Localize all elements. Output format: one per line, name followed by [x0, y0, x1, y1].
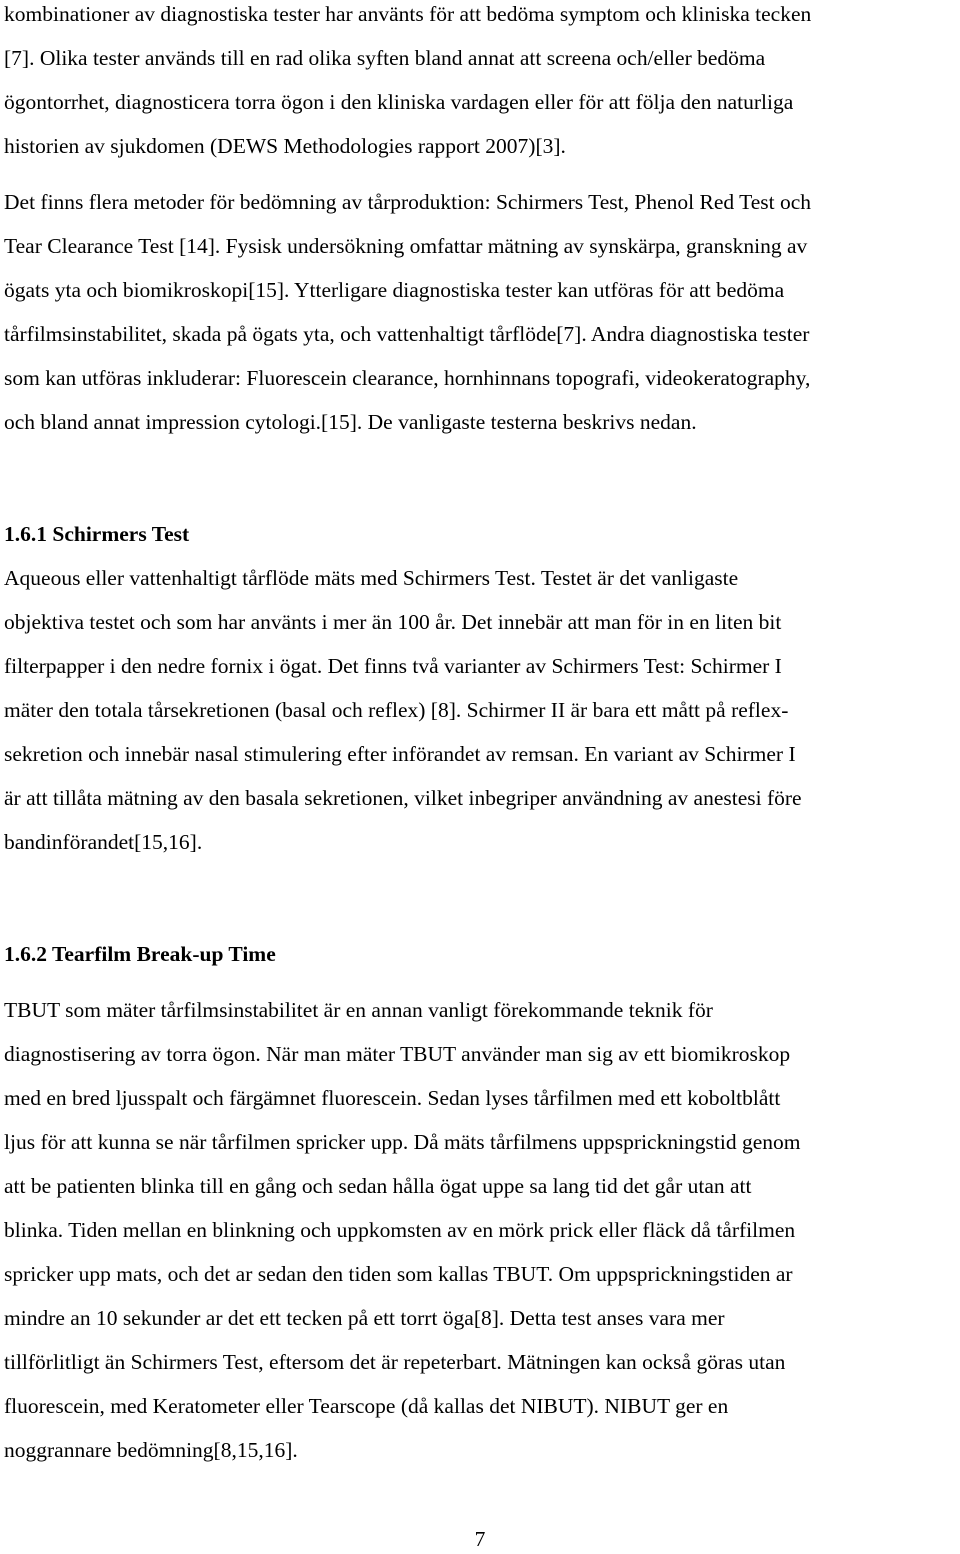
text-line: tillförlitligt än Schirmers Test, eftersom det är repeterbart. Mätningen kan också göras utan — [4, 1350, 786, 1374]
text-line: mindre an 10 sekunder ar det ett tecken på ett torrt öga[8]. Detta test anses vara mer — [4, 1306, 725, 1330]
text-line: mäter den totala tårsekretionen (basal och reflex) [8]. Schirmer II är bara ett mått på reflex- — [4, 698, 789, 722]
page-number: 7 — [474, 1527, 486, 1551]
paragraph-diagnostic-tests-intro — [4, 0, 811, 168]
text-line: Aqueous eller vattenhaltigt tårflöde mäts med Schirmers Test. Testet är det vanligaste — [4, 566, 739, 590]
text-line: blinka. Tiden mellan en blinkning och uppkomsten av en mörk prick eller fläck då tårfilmen — [4, 1218, 796, 1242]
text-line: med en bred ljusspalt och färgämnet fluorescein. Sedan lyses tårfilmen med ett koboltblått — [4, 1086, 781, 1110]
text-line: är att tillåta mätning av den basala sekretionen, vilket inbegriper användning av anestesi före — [4, 786, 802, 810]
section-heading-schirmers-test: 1.6.1 Schirmers Test — [4, 522, 190, 546]
text-line: som kan utföras inkluderar: Fluorescein clearance, hornhinnans topografi, videokeratography, — [4, 366, 811, 390]
text-line: fluorescein, med Keratometer eller Tearscope (då kallas det NIBUT). NIBUT ger en — [4, 1394, 729, 1418]
text-line: Tear Clearance Test [14]. Fysisk undersökning omfattar mätning av synskärpa, granskning av — [4, 234, 808, 258]
text-line: bandinförandet[15,16]. — [4, 830, 203, 854]
text-line: att be patienten blinka till en gång och sedan hålla ögat uppe sa lang tid det går utan att — [4, 1174, 752, 1198]
text-line: sekretion och innebär nasal stimulering efter införandet av remsan. En variant av Schirmer I — [4, 742, 796, 766]
paragraph-tbut — [4, 988, 801, 1472]
text-line: och bland annat impression cytologi.[15]. De vanligaste testerna beskrivs nedan. — [4, 410, 697, 434]
text-line: objektiva testet och som har använts i mer än 100 år. Det innebär att man för in en liten bit — [4, 610, 782, 634]
text-line: Det finns flera metoder för bedömning av tårproduktion: Schirmers Test, Phenol Red Test och — [4, 190, 812, 214]
text-line: historien av sjukdomen (DEWS Methodologies rapport 2007)[3]. — [4, 134, 566, 158]
text-line: spricker upp mats, och det ar sedan den tiden som kallas TBUT. Om uppsprickningstiden ar — [4, 1262, 793, 1286]
text-line: ögats yta och biomikroskopi[15]. Ytterligare diagnostiska tester kan utföras för att bedöma — [4, 278, 785, 302]
text-line: kombinationer av diagnostiska tester har använts för att bedöma symptom och kliniska tecken — [4, 2, 812, 26]
paragraph-schirmers-test — [4, 556, 802, 864]
paragraph-tear-production-methods — [4, 180, 811, 444]
text-line: noggrannare bedömning[8,15,16]. — [4, 1438, 298, 1462]
section-heading-tearfilm-break-up-time: 1.6.2 Tearfilm Break-up Time — [4, 942, 276, 966]
text-line: TBUT som mäter tårfilmsinstabilitet är en annan vanligt förekommande teknik för — [4, 998, 713, 1022]
text-line: filterpapper i den nedre fornix i ögat. Det finns två varianter av Schirmers Test: Schirmer I — [4, 654, 782, 678]
text-line: [7]. Olika tester används till en rad olika syften bland annat att screena och/eller bedöma — [4, 46, 766, 70]
text-line: ögontorrhet, diagnosticera torra ögon i den kliniska vardagen eller för att följa den naturliga — [4, 90, 794, 114]
text-line: diagnostisering av torra ögon. När man mäter TBUT använder man sig av ett biomikroskop — [4, 1042, 791, 1066]
text-line: tårfilmsinstabilitet, skada på ögats yta, och vattenhaltigt tårflöde[7]. Andra diagnostiska tester — [4, 322, 810, 346]
text-line: ljus för att kunna se när tårfilmen spricker upp. Då mäts tårfilmens uppsprickningstid genom — [4, 1130, 801, 1154]
